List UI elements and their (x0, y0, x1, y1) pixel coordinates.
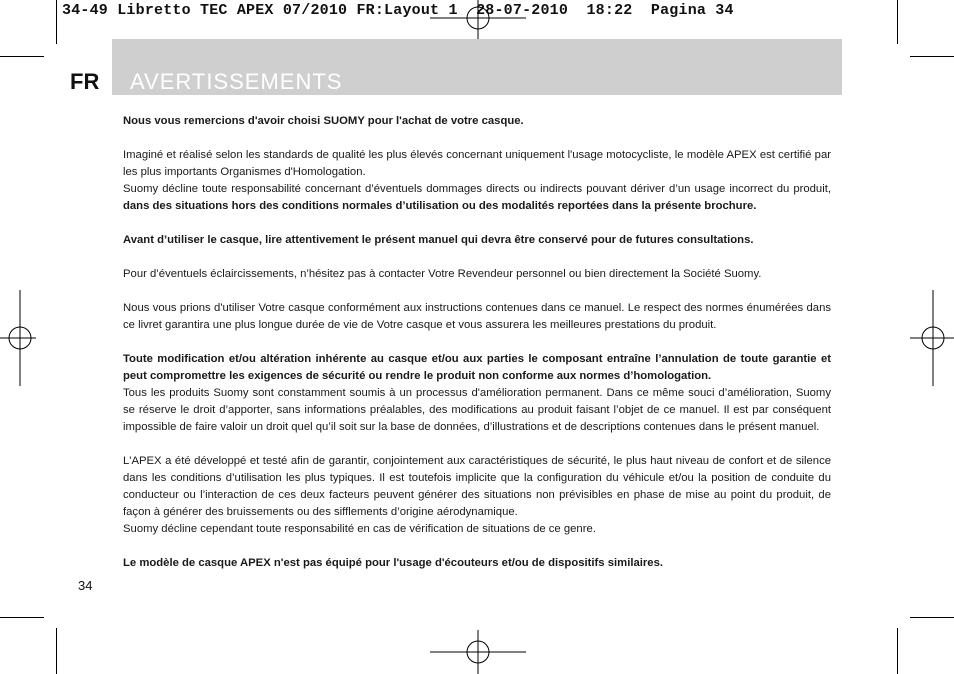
registration-mark-left (0, 290, 36, 386)
title-banner (112, 39, 842, 95)
crop-mark-bottom-left-h (0, 617, 44, 618)
language-tag: FR (70, 69, 100, 94)
crop-mark-bottom-right-v (897, 628, 898, 674)
paragraph-certification: Imaginé et réalisé selon les standards de qualité les plus élevés concernant uniquement l'usage motocycliste, le modèle APEX est certifié par les plus importants Organismes d'Homologation. (123, 149, 831, 178)
paragraph-comfort: L'APEX a été développé et testé afin de garantir, conjointement aux caractéristiques de sécurité, le plus haut niveau de confort et de silence dans les conditions d’utilisation les plus typiques. Il est toutefois implicite que la configuration du véhicule et/ou la position de conduite du conducteur ou l’interaction de ces deux facteurs peuvent générer des situations non prévisibles en phase de mise au point du produit, de façon à générer des bruissements ou des sifflements d’origine aérodynamique. (123, 455, 831, 518)
crop-mark-top-right-h (910, 56, 954, 57)
page-number: 34 (78, 578, 93, 593)
crop-mark-bottom-left-v (56, 628, 57, 674)
paragraph-modification-warning: Toute modification et/ou altération inhérente au casque et/ou aux parties le composant entraîne l’annulation de toute garantie et peut compromettre les exigences de sécurité ou rendre le produit non conforme aux normes d’homologation. (123, 353, 831, 382)
paragraph-improvement: Tous les produits Suomy sont constamment soumis à un processus d'amélioration permanent. Dans ce même souci d’amélioration, Suomy se réserve le droit d’apporter, sans informations préalables, des modifications au produit faisant l’objet de ce manuel. Il est par conséquent impossible de faire valoir un droit quel qu’il soit sur la base de données, d’illustrations et de descriptions contenues dans le présent manuel. (123, 387, 831, 433)
registration-mark-right (910, 290, 954, 386)
registration-mark-bottom (430, 630, 526, 674)
paragraph-earphones: Le modèle de casque APEX n'est pas équipé pour l'usage d'écouteurs et/ou de dispositifs similaires. (123, 557, 663, 569)
crop-mark-top-left-v (56, 0, 57, 44)
paragraph-contact: Pour d’éventuels éclaircissements, n’hésitez pas à contacter Votre Revendeur personnel ou bien directement la Société Suomy. (123, 268, 762, 280)
crop-mark-top-right-v (897, 0, 898, 44)
paragraph-liability: Suomy décline toute responsabilité concernant d’éventuels dommages directs ou indirects pouvant dériver d’un usage incorrect du produit, dans des situations hors des conditions normales d’utilisation ou des modalités reportées dans la présente brochure. (123, 183, 831, 212)
paragraph-usage: Nous vous prions d'utiliser Votre casque conformément aux instructions contenues dans ce manuel. Le respect des normes énumérées dans ce livret garantira une plus longue durée de vie de Votre casque et vous assurera les meilleures prestations du produit. (123, 302, 831, 331)
paragraph-disclaimer: Suomy décline cependant toute responsabilité en cas de vérification de situations de ce genre. (123, 523, 596, 535)
paragraph-read-manual: Avant d’utiliser le casque, lire attentivement le présent manuel qui devra être conservé pour de futures consultations. (123, 234, 754, 246)
paragraph-thanks: Nous vous remercions d'avoir choisi SUOMY pour l'achat de votre casque. (123, 115, 524, 127)
crop-mark-bottom-right-h (910, 617, 954, 618)
crop-mark-top-left-h (0, 56, 44, 57)
document-body (123, 113, 831, 572)
page-title: AVERTISSEMENTS (130, 69, 343, 94)
prepress-slug: 34-49 Libretto TEC APEX 07/2010 FR:Layout 1 28-07-2010 18:22 Pagina 34 (62, 2, 734, 19)
registration-mark-top (430, 0, 526, 40)
